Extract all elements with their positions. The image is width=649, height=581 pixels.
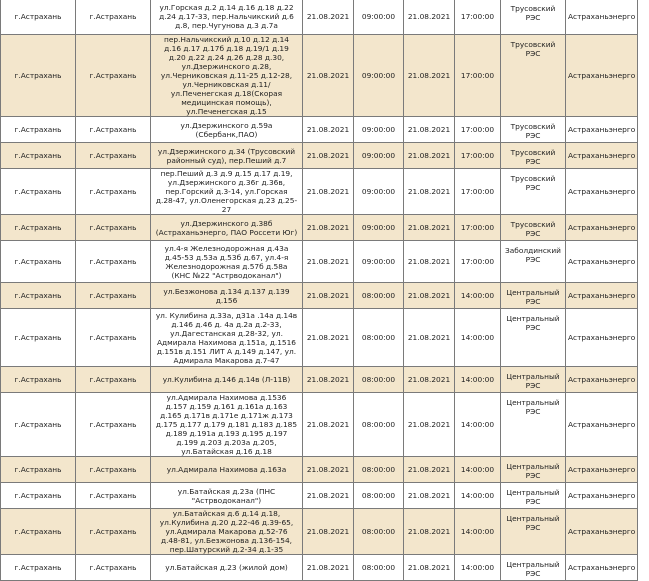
cell-res: Центральный РЭС [501, 309, 566, 367]
cell-res: Трусовский РЭС [501, 169, 566, 215]
cell-address: ул.Горская д.2 д.14 д.16 д.18 д.22 д.24 д.17-33, пер.Нальчикский д.6 д.8, пер.Чугунова д.3 д.7а [151, 0, 303, 35]
cell-city: г.Астрахань [76, 367, 151, 393]
cell-time-to: 14:00:00 [455, 555, 501, 581]
cell-city: г.Астрахань [76, 457, 151, 483]
cell-region: г.Астрахань [1, 483, 76, 509]
cell-time-from: 08:00:00 [354, 367, 404, 393]
cell-date-from: 21.08.2021 [303, 0, 354, 35]
cell-date-from: 21.08.2021 [303, 367, 354, 393]
cell-date-to: 21.08.2021 [404, 215, 455, 241]
cell-res: Центральный РЭС [501, 509, 566, 555]
cell-address: ул.Безжонова д.134 д.137 д.139 д.156 [151, 283, 303, 309]
table-row [1, 367, 638, 393]
cell-res: Трусовский РЭС [501, 35, 566, 117]
cell-city: г.Астрахань [76, 143, 151, 169]
table-row [1, 555, 638, 581]
cell-org: Астраханьэнерго [566, 367, 638, 393]
cell-date-to: 21.08.2021 [404, 555, 455, 581]
cell-region: г.Астрахань [1, 457, 76, 483]
cell-org: Астраханьэнерго [566, 215, 638, 241]
cell-time-to: 17:00:00 [455, 143, 501, 169]
cell-date-to: 21.08.2021 [404, 483, 455, 509]
table-row [1, 283, 638, 309]
cell-time-from: 09:00:00 [354, 169, 404, 215]
cell-res: Центральный РЭС [501, 393, 566, 457]
cell-date-from: 21.08.2021 [303, 35, 354, 117]
cell-org: Астраханьэнерго [566, 169, 638, 215]
cell-address: пер.Нальчикский д.10 д.12 д.14 д.16 д.17 д.17б д.18 д.19/1 д.19 д.20 д.22 д.24 д.26 д.28 д.30, ул.Дзержинского д.28, ул.Черниковская д.11-25 д.12-28, ул.Черниковская д.11/ ул.Печенегская д.18(Скорая медицинская помощь), ул.Печенегская д.15 [151, 35, 303, 117]
cell-address: ул.Кулибина д.146 д.14в (Л-11В) [151, 367, 303, 393]
cell-org: Астраханьэнерго [566, 117, 638, 143]
table-row [1, 215, 638, 241]
cell-region: г.Астрахань [1, 309, 76, 367]
cell-time-to: 17:00:00 [455, 117, 501, 143]
cell-time-from: 09:00:00 [354, 241, 404, 283]
cell-time-to: 17:00:00 [455, 215, 501, 241]
cell-city: г.Астрахань [76, 555, 151, 581]
cell-date-to: 21.08.2021 [404, 0, 455, 35]
cell-region: г.Астрахань [1, 117, 76, 143]
table-row [1, 143, 638, 169]
cell-region: г.Астрахань [1, 367, 76, 393]
cell-address: ул.Батайская д.23 (жилой дом) [151, 555, 303, 581]
cell-res: Центральный РЭС [501, 457, 566, 483]
cell-city: г.Астрахань [76, 509, 151, 555]
cell-time-from: 08:00:00 [354, 283, 404, 309]
cell-org: Астраханьэнерго [566, 509, 638, 555]
cell-res: Центральный РЭС [501, 367, 566, 393]
cell-res: Центральный РЭС [501, 283, 566, 309]
cell-time-to: 14:00:00 [455, 457, 501, 483]
cell-time-from: 08:00:00 [354, 483, 404, 509]
cell-region: г.Астрахань [1, 215, 76, 241]
cell-time-to: 14:00:00 [455, 367, 501, 393]
cell-time-from: 08:00:00 [354, 509, 404, 555]
cell-date-to: 21.08.2021 [404, 241, 455, 283]
cell-address: ул.4-я Железнодорожная д.43а д.45-53 д.53а д.53б д.67, ул.4-я Железнодорожная д.57б д.58а (КНС №22 "Астрводоканал") [151, 241, 303, 283]
cell-time-to: 17:00:00 [455, 169, 501, 215]
cell-res: Центральный РЭС [501, 555, 566, 581]
cell-address: ул.Адмирала Нахимова д.1536 д.157 д.159 д.161 д.161а д.163 д.165 д.171в д.171е д.171ж д.173 д.175 д.177 д.179 д.181 д.183 д.185 д.189 д.191а д.193 д.195 д.197 д.199 д.203 д.203а д.205, ул.Батайская д.16 д.18 [151, 393, 303, 457]
cell-res: Трусовский РЭС [501, 143, 566, 169]
cell-date-to: 21.08.2021 [404, 143, 455, 169]
cell-region: г.Астрахань [1, 393, 76, 457]
cell-time-from: 09:00:00 [354, 35, 404, 117]
cell-time-from: 09:00:00 [354, 143, 404, 169]
cell-org: Астраханьэнерго [566, 393, 638, 457]
cell-date-from: 21.08.2021 [303, 215, 354, 241]
cell-res: Трусовский РЭС [501, 0, 566, 35]
cell-region: г.Астрахань [1, 555, 76, 581]
cell-org: Астраханьэнерго [566, 241, 638, 283]
cell-date-from: 21.08.2021 [303, 393, 354, 457]
cell-city: г.Астрахань [76, 309, 151, 367]
cell-date-to: 21.08.2021 [404, 169, 455, 215]
table-row [1, 457, 638, 483]
cell-city: г.Астрахань [76, 283, 151, 309]
table-row [1, 169, 638, 215]
cell-city: г.Астрахань [76, 117, 151, 143]
cell-time-to: 14:00:00 [455, 309, 501, 367]
table-row [1, 117, 638, 143]
cell-region: г.Астрахань [1, 143, 76, 169]
cell-time-to: 14:00:00 [455, 483, 501, 509]
cell-date-to: 21.08.2021 [404, 35, 455, 117]
cell-address: ул.Батайская д.23а (ПНС "Астрводоканал") [151, 483, 303, 509]
cell-res: Центральный РЭС [501, 483, 566, 509]
cell-address: ул.Батайская д.6 д.14 д.18, ул.Кулибина д.20 д.22-46 д.39-65, ул.Адмирала Макарова д.52-76 д.48-81, ул.Безжонова д.136-154, пер.Шатурский д.2-34 д.1-35 [151, 509, 303, 555]
cell-res: Заболдинский РЭС [501, 241, 566, 283]
cell-time-to: 14:00:00 [455, 283, 501, 309]
cell-address: ул.Дзержинского д.34 (Трусовский районный суд), пер.Пеший д.7 [151, 143, 303, 169]
cell-date-from: 21.08.2021 [303, 283, 354, 309]
cell-region: г.Астрахань [1, 35, 76, 117]
cell-city: г.Астрахань [76, 169, 151, 215]
cell-date-to: 21.08.2021 [404, 393, 455, 457]
cell-date-from: 21.08.2021 [303, 457, 354, 483]
cell-region: г.Астрахань [1, 283, 76, 309]
cell-time-to: 17:00:00 [455, 241, 501, 283]
cell-date-from: 21.08.2021 [303, 241, 354, 283]
cell-city: г.Астрахань [76, 215, 151, 241]
cell-org: Астраханьэнерго [566, 283, 638, 309]
cell-date-from: 21.08.2021 [303, 143, 354, 169]
cell-org: Астраханьэнерго [566, 457, 638, 483]
cell-region: г.Астрахань [1, 0, 76, 35]
cell-address: ул.Дзержинского д.59а (Сбербанк,ПАО) [151, 117, 303, 143]
cell-time-from: 08:00:00 [354, 555, 404, 581]
cell-res: Трусовский РЭС [501, 215, 566, 241]
cell-time-from: 09:00:00 [354, 0, 404, 35]
cell-org: Астраханьэнерго [566, 35, 638, 117]
cell-org: Астраханьэнерго [566, 309, 638, 367]
cell-time-from: 08:00:00 [354, 457, 404, 483]
cell-city: г.Астрахань [76, 393, 151, 457]
table-row [1, 0, 638, 35]
cell-city: г.Астрахань [76, 35, 151, 117]
cell-org: Астраханьэнерго [566, 483, 638, 509]
cell-region: г.Астрахань [1, 509, 76, 555]
cell-city: г.Астрахань [76, 241, 151, 283]
table-row [1, 309, 638, 367]
page-right-margin [640, 0, 649, 573]
cell-org: Астраханьэнерго [566, 555, 638, 581]
cell-date-to: 21.08.2021 [404, 117, 455, 143]
cell-res: Трусовский РЭС [501, 117, 566, 143]
cell-date-from: 21.08.2021 [303, 483, 354, 509]
cell-date-to: 21.08.2021 [404, 509, 455, 555]
cell-time-to: 17:00:00 [455, 0, 501, 35]
table-row [1, 509, 638, 555]
cell-region: г.Астрахань [1, 241, 76, 283]
cell-address: ул. Кулибина д.33а, д31а .14а д.14в д.146 д.46 д. 4а д.2а д.2-33, ул.Дагестанская д.28-32, ул. Адмирала Нахимова д.151а, д.1516 д.151в д.151 ЛИТ А д.149 д.147, ул. Адмирала Макарова д.7-47 [151, 309, 303, 367]
cell-date-from: 21.08.2021 [303, 117, 354, 143]
cell-time-to: 17:00:00 [455, 35, 501, 117]
cell-date-from: 21.08.2021 [303, 555, 354, 581]
table-row [1, 35, 638, 117]
table-row [1, 393, 638, 457]
cell-region: г.Астрахань [1, 169, 76, 215]
table-row [1, 241, 638, 283]
cell-city: г.Астрахань [76, 0, 151, 35]
cell-date-to: 21.08.2021 [404, 283, 455, 309]
cell-date-from: 21.08.2021 [303, 309, 354, 367]
cell-address: ул.Дзержинского д.38б (Астраханьэнерго, ПАО Россети Юг) [151, 215, 303, 241]
cell-date-to: 21.08.2021 [404, 457, 455, 483]
cell-time-from: 09:00:00 [354, 215, 404, 241]
cell-date-from: 21.08.2021 [303, 509, 354, 555]
cell-time-from: 09:00:00 [354, 117, 404, 143]
cell-city: г.Астрахань [76, 483, 151, 509]
cell-date-to: 21.08.2021 [404, 309, 455, 367]
cell-date-from: 21.08.2021 [303, 169, 354, 215]
cell-time-to: 14:00:00 [455, 393, 501, 457]
cell-time-to: 14:00:00 [455, 509, 501, 555]
table-row [1, 483, 638, 509]
cell-time-from: 08:00:00 [354, 309, 404, 367]
cell-time-from: 08:00:00 [354, 393, 404, 457]
cell-address: ул.Адмирала Нахимова д.163а [151, 457, 303, 483]
cell-org: Астраханьэнерго [566, 143, 638, 169]
cell-date-to: 21.08.2021 [404, 367, 455, 393]
cell-address: пер.Пеший д.3 д.9 д.15 д.17 д.19, ул.Дзержинского д.36г д.36в, пер.Горский д.3-14, ул.Горская д.28-47, ул.Оленегорская д.23 д.25-27 [151, 169, 303, 215]
cell-org: Астраханьэнерго [566, 0, 638, 35]
